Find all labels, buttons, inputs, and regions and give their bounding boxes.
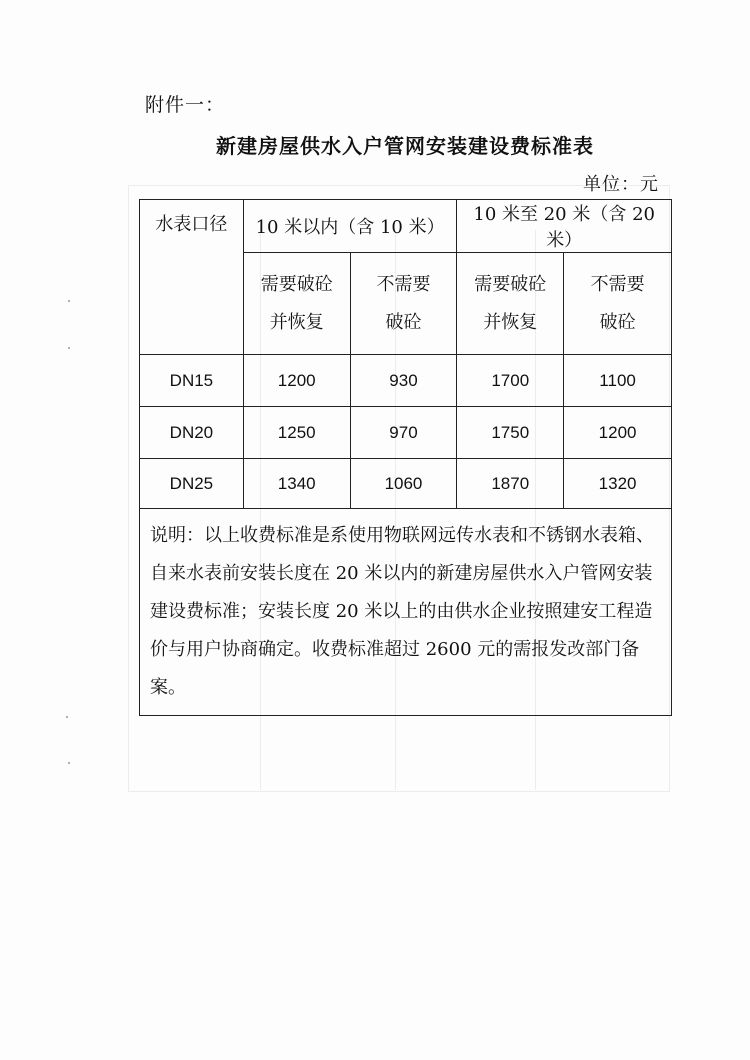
subheader-line: 不需要 xyxy=(590,273,645,295)
fee-cell: 1750 xyxy=(457,407,564,459)
subheader-cell xyxy=(243,253,350,355)
group-header-10-to-20m: 10 米至 20 米（含 20 米） xyxy=(457,200,672,253)
scan-speck xyxy=(68,300,70,302)
meter-size-header: 水表口径 xyxy=(140,200,244,355)
fee-cell: 970 xyxy=(350,407,457,459)
subheader-cell xyxy=(350,253,457,355)
note-row xyxy=(140,509,672,716)
subheader-line: 破砼 xyxy=(599,311,636,333)
subheader-line: 破砼 xyxy=(385,311,422,333)
meter-size-cell: DN25 xyxy=(140,459,244,509)
fee-cell: 1250 xyxy=(243,407,350,459)
fee-standard-table xyxy=(139,199,672,716)
group-header-within-10m: 10 米以内（含 10 米） xyxy=(243,200,457,253)
fee-cell: 1700 xyxy=(457,355,564,407)
table-row xyxy=(140,407,672,459)
fee-cell: 1200 xyxy=(564,407,672,459)
subheader-line: 需要破砼 xyxy=(260,273,333,295)
attachment-label: 附件一： xyxy=(145,94,226,116)
subheader-line: 并恢复 xyxy=(483,311,538,333)
scan-speck xyxy=(66,716,68,718)
table-row xyxy=(140,459,672,509)
scan-speck xyxy=(68,762,70,764)
fee-cell: 1200 xyxy=(243,355,350,407)
subheader-line: 需要破砼 xyxy=(474,273,547,295)
fee-cell: 1340 xyxy=(243,459,350,509)
fee-cell: 1320 xyxy=(564,459,672,509)
document-title: 新建房屋供水入户管网安装建设费标准表 xyxy=(216,134,594,158)
scan-speck xyxy=(68,347,70,349)
meter-size-cell: DN20 xyxy=(140,407,244,459)
subheader-cell xyxy=(457,253,564,355)
table-row xyxy=(140,355,672,407)
fee-cell: 1100 xyxy=(564,355,672,407)
table-header-row xyxy=(140,200,672,253)
subheader-cell xyxy=(564,253,672,355)
fee-cell: 1060 xyxy=(350,459,457,509)
fee-cell: 1870 xyxy=(457,459,564,509)
subheader-line: 并恢复 xyxy=(269,311,324,333)
note-text: 说明：以上收费标准是系使用物联网远传水表和不锈钢水表箱、自来水表前安装长度在 20 米以内的新建房屋供水入户管网安装建设费标准；安装长度 20 米以上的由供水企业按照建安工程造价与用户协商确定。收费标准超过 2600 元的需报发改部门备案。 xyxy=(140,509,672,716)
subheader-line: 不需要 xyxy=(376,273,431,295)
fee-cell: 930 xyxy=(350,355,457,407)
meter-size-cell: DN15 xyxy=(140,355,244,407)
unit-label: 单位：元 xyxy=(583,174,659,195)
